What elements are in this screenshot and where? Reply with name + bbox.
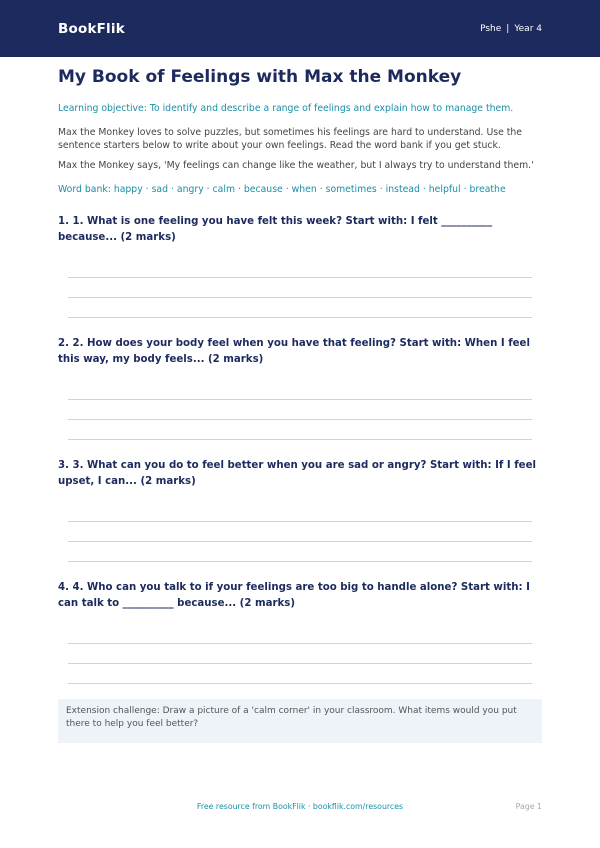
answer-line[interactable] bbox=[68, 258, 532, 278]
subject-year-meta bbox=[480, 24, 542, 34]
question-4 bbox=[58, 580, 542, 611]
answer-line[interactable] bbox=[68, 400, 532, 420]
question-1 bbox=[58, 214, 542, 245]
question-text: 4. 4. Who can you talk to if your feelings are too big to handle alone? Start with: I can talk to __________ because... (2 marks) bbox=[58, 582, 530, 609]
question-text: 3. 3. What can you do to feel better when you are sad or angry? Start with: If I feel upset, I can... (2 marks) bbox=[58, 460, 536, 487]
extension-challenge-box bbox=[58, 699, 542, 743]
worksheet-intro bbox=[58, 66, 542, 196]
extension-text: Extension challenge: Draw a picture of a 'calm corner' in your classroom. What items would you put there to help you feel better? bbox=[66, 706, 517, 729]
footer-source-link[interactable]: Free resource from BookFlik · bookflik.com/resources bbox=[196, 802, 404, 811]
page-footer bbox=[0, 802, 600, 816]
answer-line[interactable] bbox=[68, 420, 532, 440]
answer-line[interactable] bbox=[68, 522, 532, 542]
answer-line[interactable] bbox=[68, 664, 532, 684]
brand-logo[interactable]: BookFlik bbox=[58, 20, 125, 37]
answer-line[interactable] bbox=[68, 542, 532, 562]
site-header bbox=[0, 0, 600, 57]
question-2 bbox=[58, 336, 542, 367]
question-3 bbox=[58, 458, 542, 489]
word-bank: Word bank: happy · sad · angry · calm · because · when · sometimes · instead · helpful · breathe bbox=[58, 184, 506, 195]
question-text: 1. 1. What is one feeling you have felt this week? Start with: I felt __________ because... (2 marks) bbox=[58, 216, 493, 243]
character-quote: Max the Monkey says, 'My feelings can change like the weather, but I always try to understand them.' bbox=[58, 160, 534, 171]
learning-objective: Learning objective: To identify and describe a range of feelings and explain how to manage them. bbox=[58, 103, 514, 114]
intro-paragraph: Max the Monkey loves to solve puzzles, but sometimes his feelings are hard to understand. Use the sentence starters below to write about your own feelings. Read the word bank if you get stuck. bbox=[58, 127, 523, 151]
answer-line[interactable] bbox=[68, 502, 532, 522]
answer-lines[interactable] bbox=[68, 502, 532, 562]
subject-label: Pshe bbox=[480, 23, 502, 34]
page-number: Page 1 bbox=[515, 802, 542, 811]
answer-line[interactable] bbox=[68, 278, 532, 298]
question-text: 2. 2. How does your body feel when you have that feeling? Start with: When I feel this way, my body feels... (2 marks) bbox=[58, 338, 530, 365]
answer-lines[interactable] bbox=[68, 624, 532, 684]
page-title: My Book of Feelings with Max the Monkey bbox=[58, 67, 462, 87]
meta-separator: | bbox=[506, 23, 510, 34]
answer-lines[interactable] bbox=[68, 258, 532, 318]
answer-line[interactable] bbox=[68, 624, 532, 644]
answer-line[interactable] bbox=[68, 380, 532, 400]
answer-line[interactable] bbox=[68, 644, 532, 664]
answer-line[interactable] bbox=[68, 298, 532, 318]
answer-lines[interactable] bbox=[68, 380, 532, 440]
year-label: Year 4 bbox=[514, 23, 542, 34]
